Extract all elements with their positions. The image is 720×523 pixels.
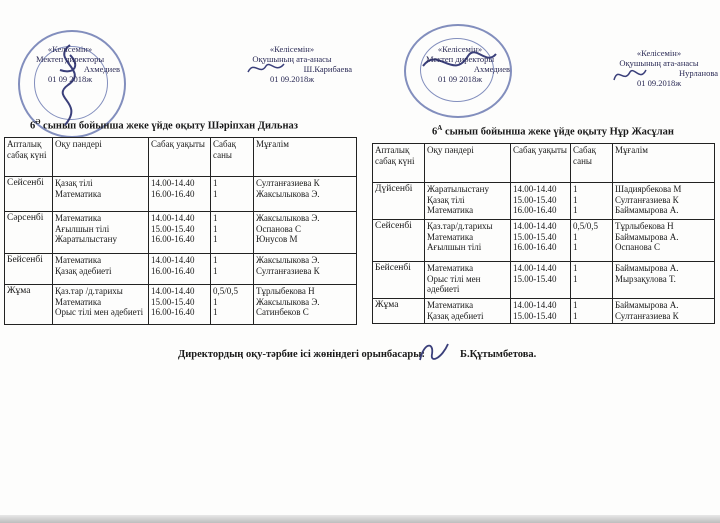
teacher-line: Султанғазиева К: [256, 178, 320, 188]
approval-role: Мектеп директоры: [425, 54, 495, 64]
time-line: 14.00-14.40: [151, 286, 195, 296]
counts-cell: [211, 177, 254, 212]
time-line: 14.00-14.40: [513, 221, 557, 231]
header-day: Апталық сабақ күні: [373, 144, 425, 183]
deputy-signature-icon: [416, 338, 452, 368]
scan-bottom-edge: [0, 515, 720, 523]
day-cell: Бейсенбі: [5, 254, 53, 285]
times-cell: [511, 220, 571, 262]
subject-line: Қазақ әдебиеті: [55, 265, 112, 276]
time-line: 16.00-16.40: [513, 242, 557, 252]
times-cell: [511, 183, 571, 220]
header-time: Сабақ уақыты: [149, 138, 211, 177]
approval-title: «Келісемін»: [269, 44, 315, 54]
subject-line: Жаратылыстану: [55, 234, 117, 244]
subject-line: Математика: [55, 255, 102, 265]
teacher-line: Баймамырова А.: [615, 231, 679, 242]
teacher-line: Султанғазиева К: [615, 310, 679, 321]
count-line: 1: [213, 213, 218, 223]
teacher-line: Тұрлыбекова Н: [256, 286, 315, 296]
subject-line: Қазақ тілі: [427, 194, 465, 205]
times-cell: [511, 299, 571, 324]
time-line: 14.00-14.40: [151, 255, 195, 265]
counts-cell: [211, 285, 254, 325]
teachers-cell: [613, 299, 715, 324]
table-row: [373, 183, 715, 220]
table-row: [5, 177, 357, 212]
subject-line: Математика: [427, 263, 474, 273]
count-line: 1: [573, 194, 578, 205]
header-time: Сабақ уақыты: [511, 144, 571, 183]
teachers-cell: [254, 285, 357, 325]
count-line: 0,5/0,5: [213, 286, 239, 296]
subjects-cell: [53, 285, 149, 325]
count-line: 1: [573, 205, 578, 215]
time-line: 15.00-15.40: [513, 194, 557, 205]
subject-line: Жаратылыстану: [427, 184, 489, 194]
count-line: 1: [213, 234, 218, 244]
counts-cell: [571, 299, 613, 324]
left-table-title: $6^Ә$ сынып бойынша жеке үйде оқыту Шәріпхан Дильназ: [30, 118, 298, 132]
table-row: [373, 299, 715, 324]
time-line: 16.00-16.40: [151, 265, 195, 276]
teacher-line: Жаксылыкова Э.: [256, 213, 320, 223]
count-line: 1: [573, 184, 578, 194]
teachers-cell: [254, 254, 357, 285]
approval-role: Оқушының ата-анасы: [252, 54, 332, 64]
subject-line: Орыс тілі мен әдебиеті: [427, 273, 481, 294]
counts-cell: [571, 220, 613, 262]
header-teacher: Мұғалім: [613, 144, 715, 183]
subject-line: Ағылшын тілі: [427, 242, 482, 252]
counts-cell: [211, 212, 254, 254]
right-parent-signature-icon: [612, 64, 648, 86]
count-line: 1: [213, 178, 218, 188]
subject-line: Математика: [55, 188, 102, 199]
subject-line: Қаз.тар/д.тарихы: [427, 221, 493, 231]
counts-cell: [571, 183, 613, 220]
time-line: 14.00-14.40: [151, 178, 195, 188]
approval-title: «Келісемін»: [437, 44, 483, 54]
approval-role: Мектеп директоры: [35, 54, 105, 64]
subject-line: Математика: [427, 205, 474, 215]
count-line: 1: [573, 300, 578, 310]
subject-line: Математика: [55, 296, 102, 307]
teachers-cell: [254, 212, 357, 254]
table-header-row: [373, 144, 715, 183]
day-cell: Дүйсенбі: [373, 183, 425, 220]
approval-date: 01 09.2018ж: [636, 78, 682, 88]
teacher-line: Сатинбеков С: [256, 307, 309, 317]
right-director-approval: [410, 44, 510, 84]
subject-line: Қазақ әдебиеті: [427, 310, 484, 321]
approval-title: «Келісемін»: [47, 44, 93, 54]
count-line: 1: [213, 255, 218, 265]
right-table-title: $6^А$ сынып бойынша жеке үйде оқыту Нұр Жасұлан: [432, 124, 674, 138]
header-count: Сабақ саны: [211, 138, 254, 177]
counts-cell: [211, 254, 254, 285]
subjects-cell: [425, 220, 511, 262]
subject-line: Қазақ тілі: [55, 178, 93, 188]
teacher-line: Жаксылыкова Э.: [256, 188, 320, 199]
teacher-line: Оспанова С: [256, 223, 301, 234]
table-header-row: [5, 138, 357, 177]
day-cell: Сейсенбі: [5, 177, 53, 212]
teacher-line: Юнусов М: [256, 234, 298, 244]
footer-label: Директордың оқу-тәрбие ісі жөніндегі орынбасары:: [178, 349, 425, 360]
count-line: 1: [213, 307, 218, 317]
count-line: 1: [213, 265, 218, 276]
time-line: 15.00-15.40: [151, 296, 195, 307]
left-director-approval: [20, 44, 120, 84]
time-line: 16.00-16.40: [151, 307, 195, 317]
subject-line: Ағылшын тілі: [55, 223, 110, 234]
teachers-cell: [613, 262, 715, 299]
approval-name: Ахмедиев: [83, 64, 120, 74]
count-line: 0,5/0,5: [573, 221, 599, 231]
teachers-cell: [613, 183, 715, 220]
approval-title: «Келісемін»: [636, 48, 682, 58]
count-line: 1: [573, 242, 578, 252]
time-line: 14.00-14.40: [513, 263, 557, 273]
subjects-cell: [425, 299, 511, 324]
teacher-line: Баймамырова А.: [615, 300, 679, 310]
left-schedule-table: [4, 137, 357, 325]
approval-date: 01 09 2018ж: [437, 74, 483, 84]
count-line: 1: [573, 231, 578, 242]
count-line: 1: [573, 273, 578, 284]
subject-line: Қаз.тар /д.тарихы: [55, 286, 123, 296]
teacher-line: Шадиярбекова М: [615, 184, 682, 194]
teacher-line: Жаксылыкова Э.: [256, 255, 320, 265]
subjects-cell: [425, 262, 511, 299]
count-line: 1: [213, 296, 218, 307]
subject-line: Математика: [427, 300, 474, 310]
subjects-cell: [53, 212, 149, 254]
approval-name: Нурланова: [678, 68, 718, 78]
time-line: 15.00-15.40: [151, 223, 195, 234]
subject-line: Математика: [55, 213, 102, 223]
teacher-line: Мырзақулова Т.: [615, 273, 676, 284]
approval-name: Ш.Карибаева: [303, 64, 352, 74]
times-cell: [149, 254, 211, 285]
teachers-cell: [254, 177, 357, 212]
time-line: 16.00-16.40: [151, 234, 195, 244]
subject-line: Математика: [427, 231, 474, 242]
day-cell: Жұма: [5, 285, 53, 325]
teachers-cell: [613, 220, 715, 262]
count-line: 1: [573, 310, 578, 321]
times-cell: [149, 177, 211, 212]
time-line: 16.00-16.40: [151, 188, 195, 199]
day-cell: Бейсенбі: [373, 262, 425, 299]
approval-date: 01 09 2018ж: [47, 74, 93, 84]
table-row: [5, 254, 357, 285]
time-line: 14.00-14.40: [513, 300, 557, 310]
time-line: 15.00-15.40: [513, 273, 557, 284]
teacher-line: Тұрлыбекова Н: [615, 221, 674, 231]
time-line: 15.00-15.40: [513, 310, 557, 321]
right-schedule-table: [372, 143, 715, 324]
teacher-line: Султанғазиева К: [615, 194, 679, 205]
approval-date: 01 09.2018ж: [269, 74, 315, 84]
header-subjects: Оқу пәндері: [425, 144, 511, 183]
time-line: 14.00-14.40: [513, 184, 557, 194]
times-cell: [149, 285, 211, 325]
deputy-name: Б.Құтымбетова.: [460, 349, 537, 360]
day-cell: Жұма: [373, 299, 425, 324]
subjects-cell: [53, 254, 149, 285]
table-row: [373, 220, 715, 262]
header-teacher: Мұғалім: [254, 138, 357, 177]
count-line: 1: [573, 263, 578, 273]
counts-cell: [571, 262, 613, 299]
teacher-line: Баймамырова А.: [615, 205, 679, 215]
teacher-line: Султанғазиева К: [256, 265, 320, 276]
times-cell: [511, 262, 571, 299]
header-subjects: Оқу пәндері: [53, 138, 149, 177]
teacher-line: Оспанова С: [615, 242, 660, 252]
count-line: 1: [213, 188, 218, 199]
teacher-line: Баймамырова А.: [615, 263, 679, 273]
subjects-cell: [425, 183, 511, 220]
header-day: Апталық сабақ күні: [5, 138, 53, 177]
deputy-director-signature-line: [178, 349, 425, 360]
table-row: [373, 262, 715, 299]
time-line: 15.00-15.40: [513, 231, 557, 242]
times-cell: [149, 212, 211, 254]
table-row: [5, 285, 357, 325]
approval-name: Ахмедиев: [473, 64, 510, 74]
subject-line: Орыс тілі мен әдебиеті: [55, 307, 144, 317]
day-cell: Сейсенбі: [373, 220, 425, 262]
subjects-cell: [53, 177, 149, 212]
approval-role: Оқушының ата-анасы: [619, 58, 699, 68]
time-line: 16.00-16.40: [513, 205, 557, 215]
time-line: 14.00-14.40: [151, 213, 195, 223]
teacher-line: Жаксылыкова Э.: [256, 296, 320, 307]
day-cell: Сәрсенбі: [5, 212, 53, 254]
count-line: 1: [213, 223, 218, 234]
table-row: [5, 212, 357, 254]
left-parent-signature-icon: [246, 58, 286, 78]
header-count: Сабақ саны: [571, 144, 613, 183]
